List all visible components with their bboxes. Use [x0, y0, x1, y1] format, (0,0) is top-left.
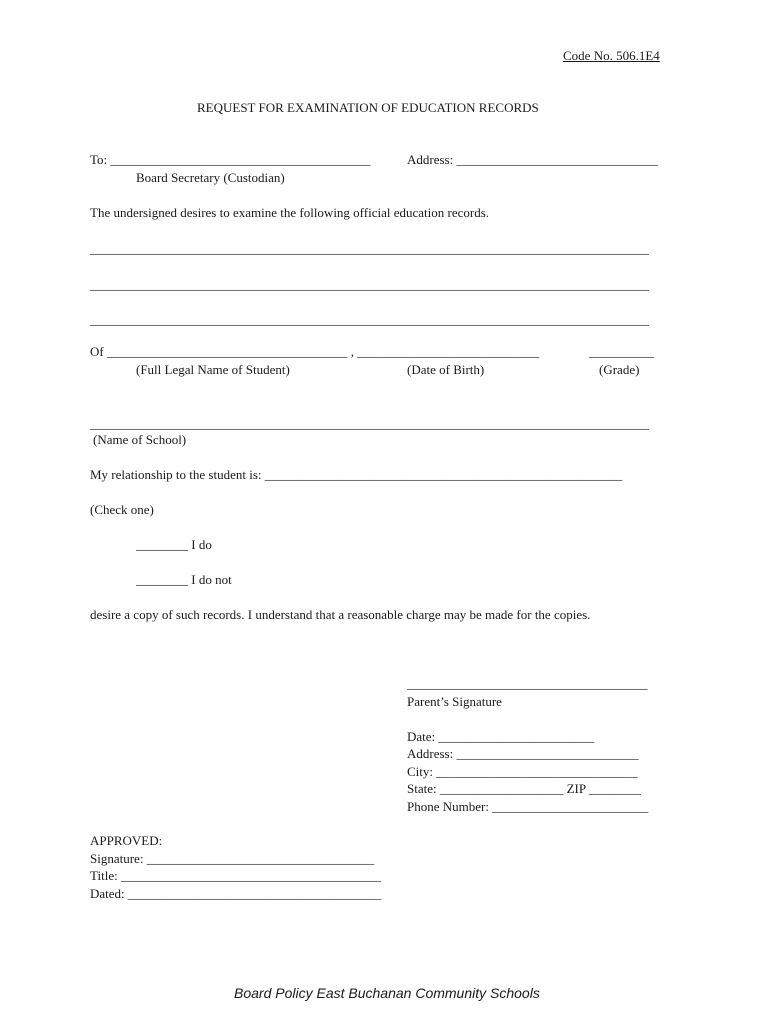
student-name-caption: (Full Legal Name of Student): [136, 362, 290, 377]
parent-phone-field: Phone Number: ________________________: [407, 799, 649, 814]
record-line-3: ______________________________________________________________________________________: [90, 312, 649, 327]
parent-address-field: Address: ____________________________: [407, 746, 639, 761]
option-i-do: ________ I do: [136, 537, 212, 552]
address-field: Address: _______________________________: [407, 152, 658, 167]
footer-text: Board Policy East Buchanan Community Schools: [234, 985, 540, 1001]
grade-line: __________: [589, 344, 654, 359]
approved-signature-field: Signature: ___________________________________: [90, 851, 375, 866]
approved-title-field: Title: ________________________________________: [90, 868, 381, 883]
parent-state-zip-field: State: ___________________ ZIP ________: [407, 781, 641, 796]
to-field: To: ________________________________________: [90, 152, 371, 167]
copy-statement: desire a copy of such records. I understand that a reasonable charge may be made for the copies.: [90, 607, 591, 622]
grade-caption: (Grade): [599, 362, 640, 377]
parent-city-field: City: _______________________________: [407, 764, 638, 779]
school-line: ______________________________________________________________________________________: [90, 416, 649, 431]
parent-signature-line: _____________________________________: [407, 676, 648, 691]
student-of-line: Of _____________________________________ , ____________________________: [90, 344, 540, 359]
school-caption: (Name of School): [93, 432, 187, 447]
approved-heading: APPROVED:: [90, 833, 163, 848]
parent-signature-label: Parent’s Signature: [407, 694, 502, 709]
relationship-line: My relationship to the student is: _______________________________________________________: [90, 467, 623, 482]
parent-date-field: Date: ________________________: [407, 729, 595, 744]
document-title: REQUEST FOR EXAMINATION OF EDUCATION RECORDS: [197, 100, 539, 115]
custodian-caption: Board Secretary (Custodian): [136, 170, 285, 185]
approved-dated-field: Dated: _______________________________________: [90, 886, 382, 901]
option-i-do-not: ________ I do not: [136, 572, 232, 587]
dob-caption: (Date of Birth): [407, 362, 485, 377]
record-line-2: ______________________________________________________________________________________: [90, 277, 649, 292]
check-one-label: (Check one): [90, 502, 154, 517]
code-number: Code No. 506.1E4: [563, 48, 660, 63]
intro-text: The undersigned desires to examine the following official education records.: [90, 205, 490, 220]
record-line-1: ______________________________________________________________________________________: [90, 241, 649, 256]
